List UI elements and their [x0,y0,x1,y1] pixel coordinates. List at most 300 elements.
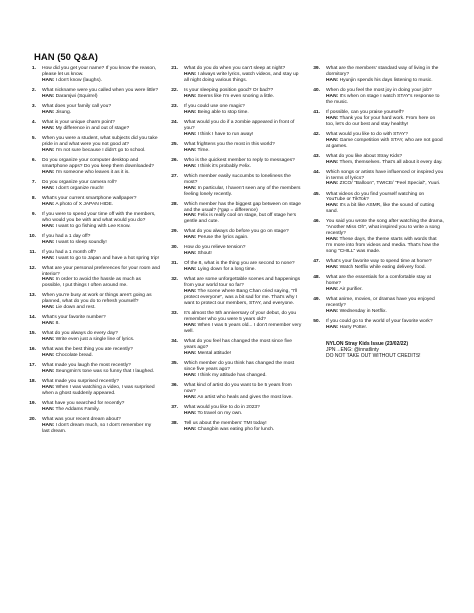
question-text: What do you always do before you go on stage? [184,229,289,235]
question-text: Who is the quickest member to reply to messages? [184,157,295,163]
answer-text: Chocolate bread. [55,353,93,359]
answer-line [326,78,444,84]
question-text: What are the members' standard way of living in the dormitory? [326,66,439,77]
qa-body [184,88,302,100]
qa-body [42,347,160,359]
question-number: 29. [171,229,178,235]
qa-item [310,319,444,331]
translation-credit: JPN→ENG: @innatlinty [326,346,379,353]
answer-line [42,321,160,327]
question-number: 9. [31,211,36,217]
question-text: If you had a 1 month off? [42,249,97,255]
answer-line [42,256,160,262]
answer-speaker: HAN: [184,267,197,273]
question-text: When do you feel the most joy in doing your job? [326,87,432,93]
question-number: 48. [313,274,320,280]
qa-item [168,104,302,116]
qa-item [26,347,160,359]
qa-body [42,379,160,397]
question-number: 50. [313,318,320,324]
question-text: What was your recent dream about? [42,417,121,423]
question-text: Do you organize your computer desktop and smartphone apps? Do you keep them downloaded? [42,157,155,169]
qa-item [168,245,302,257]
answer-line [42,369,160,375]
answer-speaker: HAN: [184,410,197,416]
answer-text: Felix is really cool on stage, but off stage he's gentle and cute. [184,213,297,225]
answer-text: Hyunjin spends his days listening to music. [339,77,433,83]
question-text: What's your favorite way to spend time at home? [326,258,432,264]
answer-line [42,385,160,397]
question-text: What's your current smartphone wallpaper? [42,195,137,201]
question-number: 35. [171,360,178,366]
question-number: 33. [171,311,178,317]
question-text: Which member easily succumbs to loneliness the most? [184,173,291,185]
answer-line [184,186,302,198]
qa-item [168,405,302,417]
qa-body [42,212,160,230]
answer-speaker: HAN: [184,289,197,295]
qa-item [26,212,160,230]
answer-line [42,170,160,176]
answer-speaker: HAN: [42,321,55,327]
qa-body [326,297,444,315]
question-text: What frightens you the most in this world? [184,141,275,147]
answer-speaker: HAN: [42,277,55,283]
answer-line [326,203,444,215]
qa-body [184,383,302,401]
question-text: Which songs or artists have influenced or inspired you in terms of lyrics? [326,169,444,181]
qa-item [26,401,160,413]
answer-text: An artist who heals and gives the most love. [197,394,293,400]
qa-item [26,266,160,290]
answer-line [184,164,302,170]
question-number: 14. [29,315,36,321]
qa-body [42,331,160,343]
qa-body [42,417,160,435]
question-number: 45. [313,191,320,197]
answer-speaker: HAN: [42,93,55,99]
question-number: 22. [171,87,178,93]
question-number: 11. [29,249,36,255]
answer-speaker: HAN: [184,71,197,77]
qa-item [168,261,302,273]
qa-body [184,361,302,379]
answer-speaker: HAN: [42,185,55,191]
qa-body [326,154,444,166]
answer-speaker: HAN: [326,137,339,143]
answer-text: When I was watching a video, I was surprised when a ghost suddenly appeared. [42,385,155,397]
qa-item [168,88,302,100]
answer-line [42,305,160,311]
question-text: What are some unforgettable scenes and happenings from your world tour so far? [184,277,301,289]
question-text: Of the 8, what is the thing you are second to none? [184,261,295,267]
answer-line [42,78,160,84]
qa-item [310,132,444,150]
answer-text: The scene where Bang Chan cried saying, "I'll protect everyone", was a bit sad for me. That's why I want to protect our members, STAY, and everyone. [184,289,298,307]
question-text: Tell us about the members' TMI today! [184,420,267,426]
question-number: 49. [313,296,320,302]
answer-text: Air purifier. [339,286,363,292]
qa-body [42,293,160,311]
question-number: 8. [31,195,36,201]
question-text: What would you do if a zombie appeared in front of you? [184,119,295,131]
qa-item [168,361,302,379]
qa-body [184,405,302,417]
answer-line [42,186,160,192]
question-text: If you could go to the world of your favorite work? [326,318,433,324]
qa-item [310,219,444,254]
answer-speaker: HAN: [184,426,197,432]
answer-line [184,72,302,84]
question-number: 40. [313,87,320,93]
answer-speaker: HAN: [42,239,55,245]
answer-line [42,240,160,246]
answer-line [184,132,302,138]
answer-speaker: HAN: [184,163,197,169]
answer-line [326,265,444,271]
answer-line [42,94,160,100]
question-text: If you were to spend your time off with the members, who would you be with and what would you do? [42,211,156,223]
qa-item [310,192,444,216]
question-text: What are your personal preferences for your room and interior? [42,265,160,277]
page-title: HAN (50 Q&A) [34,52,98,63]
answer-line [326,309,444,315]
answer-text: My difference in and out of stage? [55,125,130,131]
question-number: 44. [313,169,320,175]
answer-line [42,423,160,435]
answer-text: I think my attitude has changed. [197,372,267,378]
answer-line [184,427,302,433]
qa-item [26,315,160,327]
qa-body [42,180,160,192]
question-text: What would you like to do in 2023? [184,404,260,410]
answer-line [184,323,302,335]
question-text: What do you feel has changed the most since five years ago? [184,338,292,350]
answer-line [42,148,160,154]
question-text: What do you like about Stray Kids? [326,153,403,159]
qa-item [168,174,302,198]
answer-line [42,126,160,132]
answer-text: Write even just a single line of lyrics. [55,337,135,343]
answer-text: ZICO/ "Balloon", TWICE/ "Feel Special", Yuuri. [339,181,441,187]
answer-line [42,337,160,343]
question-text: What was the best thing you ate recently? [42,347,133,353]
answer-text: Time. [197,147,210,153]
question-text: What made you surprised recently? [42,379,119,385]
qa-item [310,110,444,128]
qa-item [26,417,160,435]
answer-text: In particular, I haven't seen any of the members feeling lonely recently. [184,185,301,197]
answer-text: I think it's probably Felix. [197,163,251,169]
qa-body [42,158,160,176]
question-number: 6. [31,157,36,163]
answer-speaker: HAN: [42,407,55,413]
answer-line [326,160,444,166]
answer-speaker: HAN: [42,125,55,131]
question-number: 3. [31,103,36,109]
answer-text: The Addams Family. [55,407,100,413]
question-number: 1. [31,66,36,71]
answer-line [326,181,444,187]
answer-line [42,353,160,359]
answer-speaker: HAN: [184,235,197,241]
answer-line [42,277,160,289]
answer-line [184,148,302,154]
answer-speaker: HAN: [42,337,55,343]
answer-speaker: HAN: [42,109,55,115]
qa-body [326,192,444,216]
question-number: 27. [171,173,178,179]
answer-speaker: HAN: [326,308,339,314]
question-text: What have you searched for recently? [42,401,125,407]
question-number: 31. [171,261,178,267]
answer-text: Lie down and rest. [55,305,96,311]
answer-text: Being able to stop time. [197,109,249,115]
question-text: How do you relieve tension? [184,245,246,251]
qa-body [184,142,302,154]
answer-text: Peruse the lyrics again. [197,235,249,241]
question-text: If you could use one magic? [184,103,245,109]
qa-body [42,250,160,262]
question-number: 13. [29,293,36,299]
question-text: Which member has the biggest gap between on stage and the usual? (*gap = difference) [184,201,301,213]
question-text: What anime, movies, or dramas have you enjoyed recently? [326,296,435,308]
answer-text: I want to sleep soundly! [55,239,107,245]
answer-text: In order to avoid the hassle as much as possible, I put things I often around me. [42,277,141,289]
answer-text: Thank you for your hard work. From here on too, let's do our best and stay healthy! [326,115,436,127]
question-number: 23. [171,103,178,109]
answer-line [326,138,444,150]
answer-text: I always write lyrics, watch videos, and stay up all night doing various things. [184,71,299,83]
question-number: 19. [29,401,36,407]
answer-speaker: HAN: [326,93,339,99]
question-number: 12. [29,265,36,271]
answer-line [326,287,444,293]
qa-item [168,158,302,170]
answer-speaker: HAN: [184,147,197,153]
question-number: 30. [171,245,178,251]
question-number: 15. [29,331,36,337]
answer-line [326,94,444,106]
qa-item [168,339,302,357]
answer-text: Watch Netflix while eating delivery food. [339,264,426,270]
answer-speaker: HAN: [184,131,197,137]
qa-item [168,383,302,401]
question-number: 20. [29,417,36,423]
question-number: 21. [171,66,178,71]
answer-line [326,237,444,255]
answer-speaker: HAN: [42,255,55,261]
answer-text: I'm not sure because I didn't go to school. [55,147,146,153]
qa-item [310,66,444,84]
qa-column-2 [168,66,302,439]
qa-item [26,379,160,397]
answer-speaker: HAN: [42,369,55,375]
question-number: 18. [29,379,36,385]
qa-body [326,88,444,106]
question-number: 43. [313,153,320,159]
qa-slot [310,341,444,360]
qa-item [168,142,302,154]
answer-text: Them, themselves. That's all about it every day. [339,159,443,165]
qa-body [42,104,160,116]
answer-text: I think I have to run away! [197,131,254,137]
qa-item [168,277,302,307]
qa-body [184,245,302,257]
qa-body [42,66,160,84]
qa-item [168,120,302,138]
question-number: 16. [29,347,36,353]
answer-speaker: HAN: [42,353,55,359]
answer-text: Changbin was eating pho for lunch. [197,426,275,432]
answer-text: It's when on stage I watch STAY's response to the music. [326,93,440,105]
question-text: What do you always do every day? [42,331,118,337]
question-number: 41. [313,109,320,115]
answer-speaker: HAN: [184,213,197,219]
answer-speaker: HAN: [184,322,197,328]
question-number: 38. [171,420,178,426]
answer-speaker: HAN: [184,93,197,99]
answer-line [42,202,160,208]
qa-item [26,234,160,246]
answer-speaker: HAN: [326,286,339,292]
qa-body [42,266,160,290]
answer-text: Seems like I'm even snoring a little. [197,93,275,99]
answer-speaker: HAN: [42,385,55,391]
answer-text: Jisung. [55,109,72,115]
answer-text: I want to go to Japan and have a hot spring trip! [55,255,159,261]
question-number: 47. [313,258,320,264]
answer-line [184,251,302,257]
answer-speaker: HAN: [326,203,339,209]
qa-item [168,66,302,84]
question-text: What is your unique charm point? [42,119,115,125]
answer-text: These days, the theme starts with words that I'm more into from videos and media. That's how the song "CHILL" was made. [326,237,440,254]
qa-columns [26,66,450,439]
question-number: 28. [171,201,178,207]
answer-speaker: HAN: [184,350,197,356]
answer-line [326,116,444,128]
credit-notice: DO NOT TAKE OUT WITHOUT CREDITS! [326,353,421,359]
answer-text: A photo of X JAPAN HIDE. [55,201,114,207]
qa-body [42,196,160,208]
question-text: Do you organize your camera roll? [42,179,117,185]
answer-speaker: HAN: [42,201,55,207]
answer-line [184,373,302,379]
question-number: 42. [313,131,320,137]
answer-line [184,351,302,357]
question-text: What videos do you find yourself watching on YouTube or TikTok? [326,191,425,203]
qa-body [326,275,444,293]
question-number: 39. [313,66,320,71]
answer-text: Mental attitude! [197,350,232,356]
qa-body [184,421,302,433]
answer-line [184,289,302,307]
question-number: 4. [31,119,36,125]
answer-speaker: HAN: [184,394,197,400]
question-text: When you're busy at work or things aren't going as planned, what do you do to refresh yourself? [42,293,152,305]
question-text: What's your favorite number? [42,315,106,321]
question-number: 17. [29,363,36,369]
qa-body [326,219,444,254]
answer-text: To travel on my own. [197,410,243,416]
answer-line [184,213,302,225]
question-number: 24. [171,119,178,125]
answer-speaker: HAN: [326,264,339,270]
answer-speaker: HAN: [326,237,339,243]
qa-body [42,401,160,413]
question-text: What kind of artist do you want to be 5 years from now? [184,382,292,394]
answer-line [42,407,160,413]
qa-item [168,229,302,241]
question-number: 37. [171,404,178,410]
question-text: What would you like to do with STAY? [326,131,408,137]
answer-speaker: HAN: [184,251,197,257]
qa-body [42,234,160,246]
qa-item [310,88,444,106]
question-text: Which member do you think has changed the most since five years ago? [184,360,295,372]
qa-body [42,363,160,375]
qa-body [184,229,302,241]
answer-text: 8. [55,321,60,327]
question-number: 26. [171,157,178,163]
question-number: 46. [313,219,320,225]
question-text: What nickname were you called when you were little? [42,87,159,93]
answer-speaker: HAN: [326,77,339,83]
qa-item [26,250,160,262]
qa-item [26,180,160,192]
qa-item [26,120,160,132]
question-text: What does your family call you? [42,103,112,109]
qa-item [26,66,160,84]
question-number: 36. [171,382,178,388]
answer-line [184,395,302,401]
qa-body [184,339,302,357]
qa-body [326,319,444,331]
qa-body [42,136,160,154]
answer-text: I don't organize much! [55,185,104,191]
question-number: 10. [29,233,36,239]
answer-text: When I was 5 years old... I don't remember very well. [184,322,302,334]
qa-item [310,259,444,271]
qa-item [26,158,160,176]
question-text: If possible, can you praise yourself? [326,109,404,115]
question-text: How did you get your name? If you know the reason, please let us know. [42,66,157,77]
qa-body [42,88,160,100]
question-number: 5. [31,135,36,141]
qa-item [26,196,160,208]
qa-body [184,261,302,273]
question-text: When you were a student, what subjects did you take pride in and what were you not good at? [42,135,158,147]
answer-text: I want to go fishing with Lee Know. [55,223,131,229]
answer-line [326,325,444,331]
qa-body [184,174,302,198]
qa-body [42,120,160,132]
answer-speaker: HAN: [326,115,339,121]
qa-column-3 [310,66,444,439]
answer-speaker: HAN: [42,169,55,175]
answer-text: Wednesday in Netflix. [339,308,387,314]
question-number: 32. [171,277,178,283]
answer-text: Harry Potter. [339,324,368,330]
qa-body [184,158,302,170]
issue-title: NYLON Stray Kids Issue (23/02/22) [326,340,408,347]
question-number: 2. [31,87,36,93]
answer-text: I'm someone who leaves it as it is. [55,169,130,175]
question-text: Is your sleeping position good? Or bad?? [184,87,274,93]
qa-item [310,275,444,293]
answer-text: Lying down for a long time. [197,267,256,273]
